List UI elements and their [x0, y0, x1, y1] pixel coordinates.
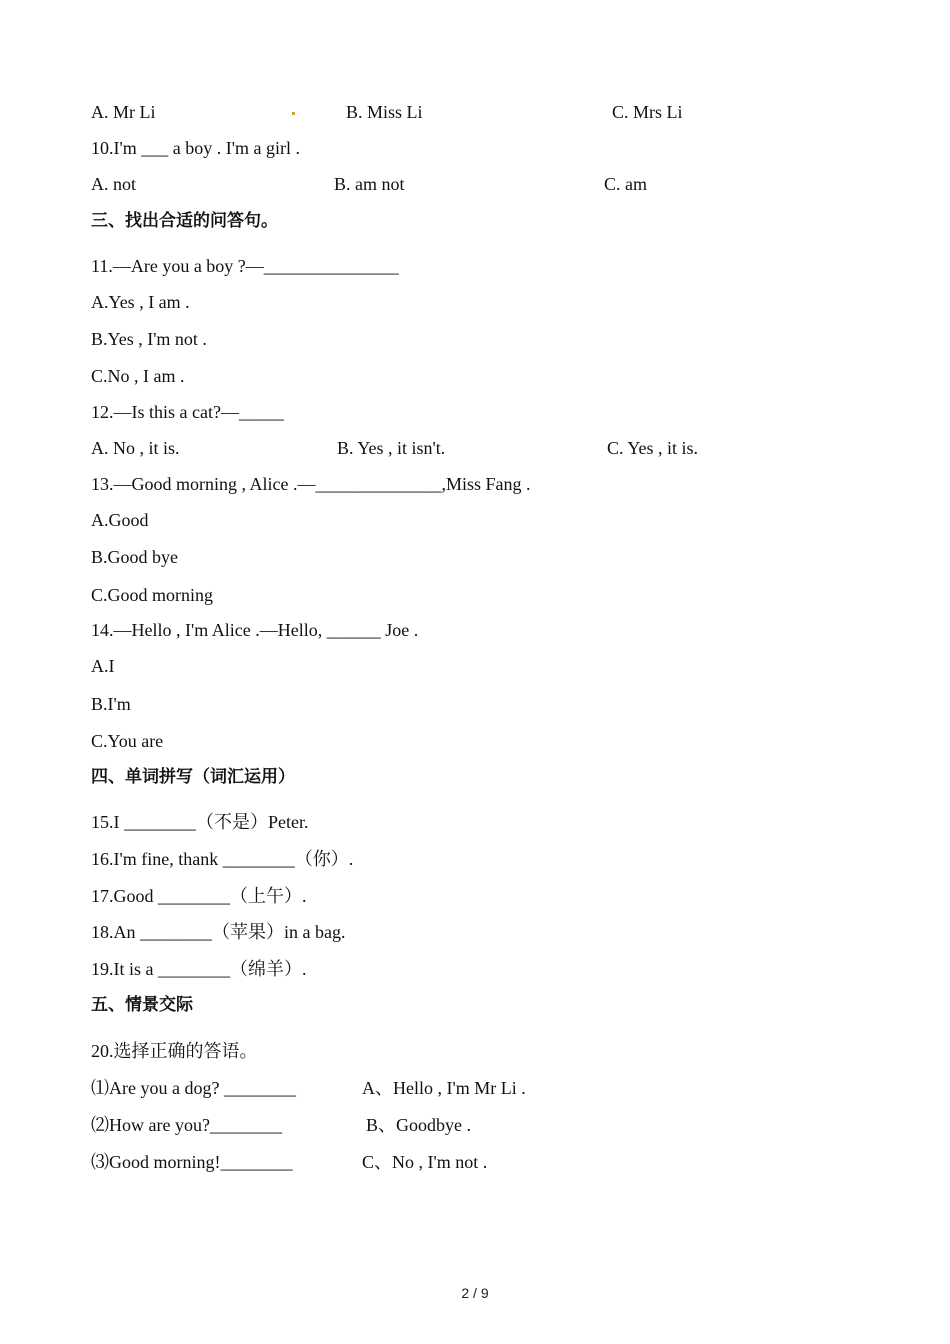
q14-option-a: A.I [91, 656, 115, 676]
q9-option-c: C. Mrs Li [612, 102, 683, 122]
q15: 15.I ________（不是）Peter. [91, 812, 309, 832]
q18: 18.An ________（苹果）in a bag. [91, 922, 346, 942]
q14-option-b: B.I'm [91, 694, 131, 714]
q12-stem: 12.—Is this a cat?—_____ [91, 402, 284, 422]
q20-item-3: ⑶Good morning!________ [91, 1152, 293, 1172]
q19: 19.It is a ________（绵羊）. [91, 959, 307, 979]
q20-answer-b: B、Goodbye . [366, 1115, 471, 1135]
q13-stem: 13.—Good morning , Alice .—______________,Miss Fang . [91, 474, 531, 494]
section-3-heading: 三、找出合适的问答句。 [91, 211, 278, 231]
q13-option-c: C.Good morning [91, 585, 214, 605]
q14-option-c: C.You are [91, 731, 164, 751]
q17: 17.Good ________（上午）. [91, 886, 307, 906]
q11-stem: 11.—Are you a boy ?—_______________ [91, 256, 399, 276]
section-4-heading: 四、单词拼写（词汇运用） [91, 767, 295, 787]
q11-option-c: C.No , I am . [91, 366, 185, 386]
q13-option-b: B.Good bye [91, 547, 178, 567]
section-5-heading: 五、情景交际 [91, 995, 193, 1015]
q10-stem: 10.I'm ___ a boy . I'm a girl . [91, 138, 300, 158]
q10-option-a: A. not [91, 174, 136, 194]
q20-item-1: ⑴Are you a dog? ________ [91, 1078, 296, 1098]
q12-option-c: C. Yes , it is. [607, 438, 699, 458]
q14-stem: 14.—Hello , I'm Alice .—Hello, ______ Joe . [91, 620, 419, 640]
q13-option-a: A.Good [91, 510, 149, 530]
page-number: 2 / 9 [461, 1285, 489, 1301]
q9-option-b: B. Miss Li [346, 102, 423, 122]
q20-stem: 20.选择正确的答语。 [91, 1041, 258, 1061]
q10-option-c: C. am [604, 174, 647, 194]
q11-option-a: A.Yes , I am . [91, 292, 190, 312]
q12-option-a: A. No , it is. [91, 438, 180, 458]
q10-option-b: B. am not [334, 174, 405, 194]
q9-option-a: A. Mr Li [91, 102, 156, 122]
stray-dot [292, 112, 295, 115]
q20-answer-c: C、No , I'm not . [362, 1152, 488, 1172]
q20-answer-a: A、Hello , I'm Mr Li . [362, 1078, 526, 1098]
q12-option-b: B. Yes , it isn't. [337, 438, 446, 458]
q11-option-b: B.Yes , I'm not . [91, 329, 207, 349]
q20-item-2: ⑵How are you?________ [91, 1115, 282, 1135]
q16: 16.I'm fine, thank ________（你）. [91, 849, 354, 869]
